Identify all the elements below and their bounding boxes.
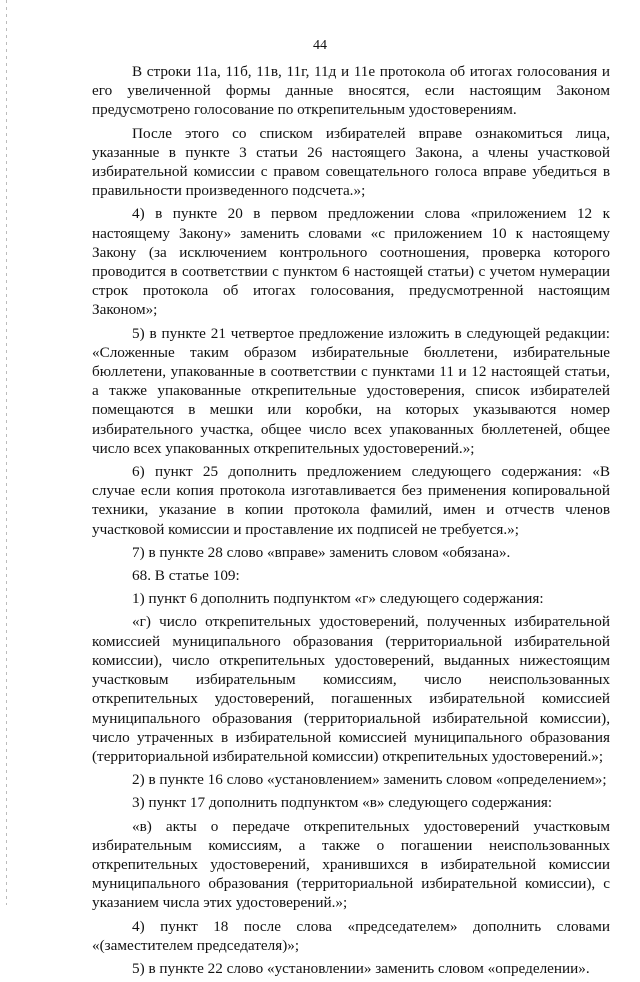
paragraph: 2) в пункте 16 слово «установлением» заменить словом «определением»; <box>132 771 607 789</box>
document-body <box>92 62 610 982</box>
paragraph: После этого со списком избирателей вправе ознакомиться лица, указанные в пункте 3 статьи 26 настоящего Закона, а члены участковой избирательной комиссии с правом совещательного голоса вправе убедиться в правильности произведенного подсчета.»; <box>92 124 610 200</box>
paragraph: 4) пункт 18 после слова «председателем» дополнить словами «(заместителем председателя)»; <box>92 917 610 954</box>
paragraph: 6) пункт 25 дополнить предложением следующего содержания: «В случае если копия протокола изготавливается без применения копировальной техники, указание в копии протокола фамилий, имен и отчеств членов участковой комиссии и проставление их подписей не требуется.»; <box>92 463 610 538</box>
paragraph: 5) в пункте 21 четвертое предложение изложить в следующей редакции: «Сложенные таким образом избирательные бюллетени, избирательные бюллетени, упакованные в соответствии с пунктами 11 и 12 настоящей статьи, а также упакованные открепительные удостоверения, список избирателей помещаются в мешки или коробки, на которых указываются номер избирательного участка, общее число всех упакованных бюллетеней, общее число всех упакованных открепительных удостоверений.»; <box>92 324 610 457</box>
paragraph: «в) акты о передаче открепительных удостоверений участковым избирательным комиссиям, а также о погашении неиспользованных открепительных удостоверений, хранившихся в избирательной комиссии муниципального образования (территориальной избирательной комиссии), с указанием числа этих удостоверений.»; <box>92 817 610 912</box>
scan-edge-line <box>6 0 7 905</box>
paragraph: 5) в пункте 22 слово «установлении» заменить словом «определении». <box>132 959 590 977</box>
paragraph: 7) в пункте 28 слово «вправе» заменить словом «обязана». <box>132 543 511 561</box>
paragraph: В строки 11а, 11б, 11в, 11г, 11д и 11е протокола об итогах голосования и его увеличенной формы данные вносятся, если настоящим Законом предусмотрено голосование по открепительным удостоверениям. <box>92 63 610 119</box>
page-number: 44 <box>313 38 327 53</box>
paragraph: 3) пункт 17 дополнить подпунктом «в» следующего содержания: <box>132 794 553 812</box>
paragraph: «г) число открепительных удостоверений, полученных избирательной комиссией муниципального образования (территориальной избирательной комиссии), число открепительных удостоверений, выданных нижестоящим участковым избирательным комиссиям, число неиспользованных открепительных удостоверений, погашенных избирательной комиссией муниципального образования (территориальной избирательной комиссии), число утраченных в избирательной комиссией муниципального образования (территориальной избирательной комиссии) открепительных удостоверений.»; <box>92 613 610 765</box>
paragraph: 68. В статье 109: <box>132 567 240 585</box>
paragraph: 4) в пункте 20 в первом предложении слова «приложением 12 к настоящему Закону» заменить словами «с приложением 10 к настоящему Закону (за исключением контрольного соотношения, проверка которого проводится в соответствии с пунктом 6 настоящей статьи) с учетом нумерации строк протокола об итогах голосования, предусмотренной настоящим Законом»; <box>92 205 610 319</box>
paragraph: 1) пункт 6 дополнить подпунктом «г» следующего содержания: <box>132 590 544 608</box>
